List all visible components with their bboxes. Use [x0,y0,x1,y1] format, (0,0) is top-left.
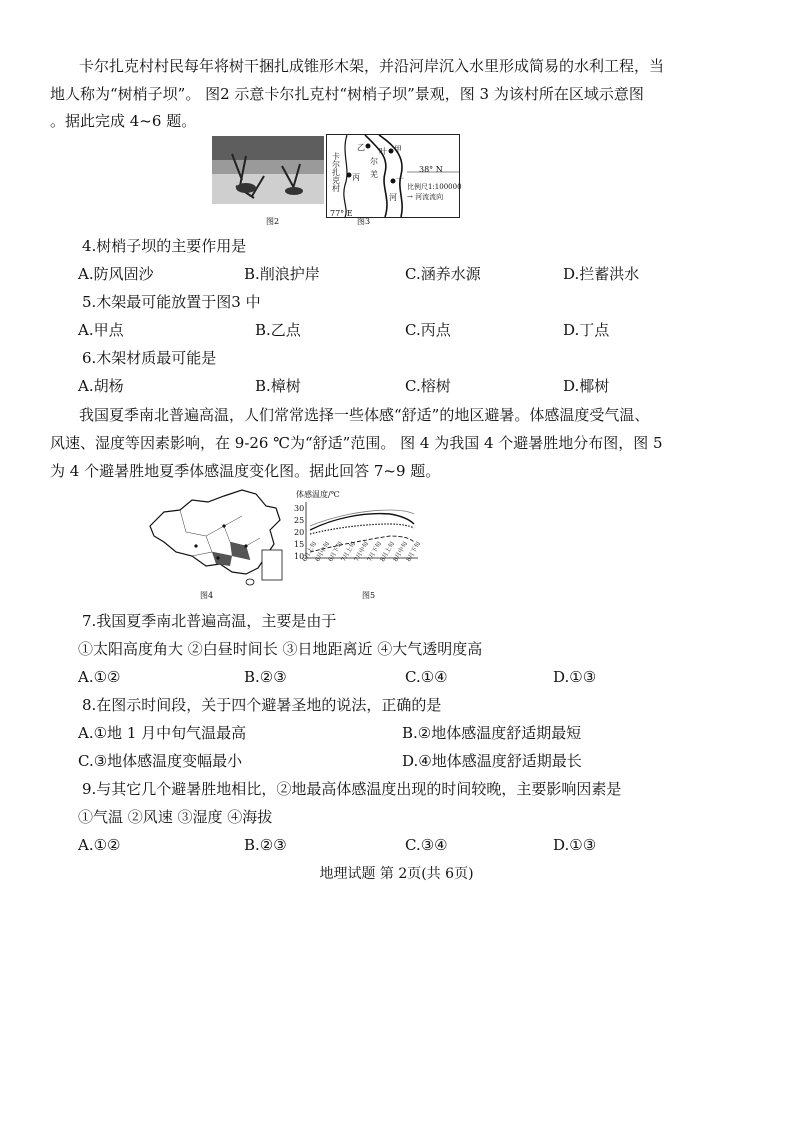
intro2-line3: 为 4 个避暑胜地夏季体感温度变化图。据此回答 7~9 题。 [50,462,441,480]
q9-option-b: B.②③ [244,836,287,854]
q5-option-d: D.丁点 [563,321,610,339]
q7-option-c: C.①④ [405,668,448,686]
fig3-village-label: 卡 尔 扎 克 村 [332,152,340,193]
q9-option-c: C.③④ [405,836,448,854]
q6-option-d: D.椰树 [563,377,610,395]
fig3-map [326,134,460,218]
fig3-scale: 比例尺1:100000 [407,183,462,191]
q7-items: ①太阳高度角大 ②白昼时间长 ③日地距离近 ④大气透明度高 [78,640,483,658]
fig3-point-jia: 甲 [394,145,402,154]
fig5-xtick: 7月中旬 [353,540,371,563]
fig3-river-2: 羌 [370,170,378,179]
fig5-xtick: 6月中旬 [314,540,332,563]
q8-option-b: B.②地体感温度舒适期最短 [402,724,582,742]
q5-stem: 5.木架最可能放置于图3 中 [82,293,261,311]
q8-option-a: A.①地 1 月中旬气温最高 [78,724,247,742]
q6-option-b: B.樟树 [255,377,301,395]
q5-option-b: B.乙点 [255,321,301,339]
fig4-caption: 图4 [200,591,214,600]
fig2-caption: 图2 [266,217,280,226]
intro1-line1: 卡尔扎克村村民每年将树干捆扎成锥形木架，并沿河岸沉入水里形成简易的水利工程，当 [79,57,665,75]
fig5-xtick: 7月上旬 [340,540,358,563]
q7-stem: 7.我国夏季南北普遍高温，主要是由于 [82,612,337,630]
fig5-xticks [301,540,423,586]
q7-option-b: B.②③ [244,668,287,686]
fig5-xtick: 8月中旬 [392,540,410,563]
q6-option-c: C.榕树 [405,377,451,395]
fig3-point-ye: 叶 [379,147,387,156]
intro1-line2: 地人称为“树梢子坝”。 图2 示意卡尔扎克村“树梢子坝”景观，图 3 为该村所在区域示意图 [50,85,644,103]
fig3-lat: 38° N [419,165,443,174]
fig3-river-char: 河 [389,193,397,202]
fig5-ytick: 15 [294,540,305,549]
fig5-ytick: 30 [294,504,305,513]
q9-option-a: A.①② [78,836,121,854]
fig5-xtick: 6月下旬 [327,540,345,563]
q6-option-a: A.胡杨 [78,377,124,395]
q5-option-a: A.甲点 [78,321,124,339]
q9-items: ①气温 ②风速 ③湿度 ④海拔 [78,808,273,826]
q4-option-c: C.涵养水源 [405,265,481,283]
fig5-ylabel: 体感温度/℃ [296,490,340,499]
fig3-lon: 77° E [330,209,353,218]
fig5-caption: 图5 [362,591,376,600]
q4-option-a: A.防风固沙 [78,265,154,283]
fig3-flow-legend: → 河流流向 [407,193,444,201]
q5-option-c: C.丙点 [405,321,451,339]
q7-option-a: A.①② [78,668,121,686]
q9-option-d: D.①③ [553,836,597,854]
q4-stem: 4.树梢子坝的主要作用是 [82,237,247,255]
fig5-ytick: 20 [294,528,305,537]
q6-stem: 6.木架材质最可能是 [82,349,217,367]
fig3-point-yi: 乙 [357,143,365,152]
q7-option-d: D.①③ [553,668,597,686]
fig4-china-map [146,486,294,590]
fig5-xtick: 8月下旬 [405,540,423,563]
q8-stem: 8.在图示时间段，关于四个避暑圣地的说法，正确的是 [82,696,442,714]
q9-stem: 9.与其它几个避暑胜地相比，②地最高体感温度出现的时间较晚，主要影响因素是 [82,780,622,798]
fig5-xtick: 7月下旬 [366,540,384,563]
fig3-point-ding: 丁 [396,177,404,186]
q8-option-d: D.④地体感温度舒适期最长 [402,752,582,770]
fig3-point-bing: 丙 [352,173,360,182]
fig5-xtick: 6月上旬 [301,540,319,563]
q8-option-c: C.③地体感温度变幅最小 [78,752,243,770]
fig3-river-1: 尔 [370,157,378,166]
fig5-ytick: 10 [294,552,305,561]
page-footer: 地理试题 第 2页(共 6页) [319,866,474,882]
fig5-chart [294,490,434,600]
q4-option-b: B.削浪护岸 [244,265,320,283]
q4-option-d: D.拦蓄洪水 [563,265,640,283]
fig5-ytick: 25 [294,516,305,525]
fig2-photo [212,136,324,204]
intro2-line2: 风速、湿度等因素影响，在 9-26 ℃为“舒适”范围。 图 4 为我国 4 个避暑胜地分布图，图 5 [50,434,663,452]
fig3-caption: 图3 [357,217,371,226]
fig5-xtick: 8月上旬 [379,540,397,563]
intro2-line1: 我国夏季南北普遍高温，人们常常选择一些体感“舒适”的地区避暑。体感温度受气温、 [79,406,650,424]
intro1-line3: 。据此完成 4~6 题。 [50,112,197,130]
